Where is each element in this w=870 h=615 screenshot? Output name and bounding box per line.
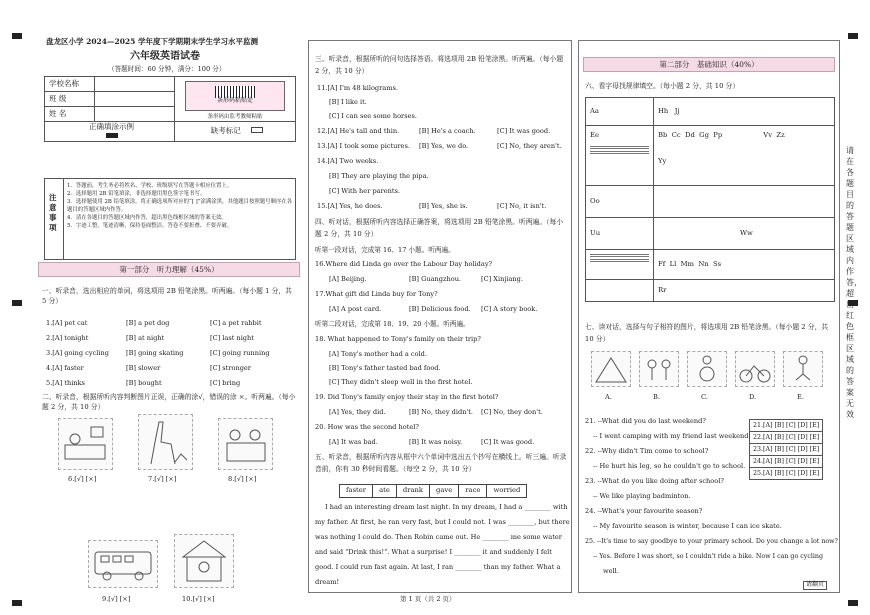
picture-d (735, 351, 775, 387)
option[interactable]: [C] I can see some horses. (329, 112, 417, 120)
school-field[interactable] (95, 77, 175, 92)
option[interactable]: 13.[A] I took some pictures. (317, 142, 410, 150)
letter: Ss (712, 259, 722, 268)
letter: Ww (654, 218, 835, 250)
alignment-mark (848, 600, 858, 606)
word: worried (487, 485, 527, 498)
picture-a (591, 351, 631, 387)
exam-title: 盘龙区小学 2024—2025 学年度下学期期末学生学习水平监测 (46, 37, 258, 46)
letter-cell: Uu (586, 218, 654, 250)
letter: Yy (658, 156, 667, 165)
option[interactable]: 1.[A] pet cat (46, 319, 88, 327)
picture-10 (174, 534, 234, 588)
giraffe-icon (141, 416, 191, 468)
alignment-mark (12, 33, 22, 39)
dialog-line: -- He hurt his leg, so he couldn't go to school. (593, 462, 746, 470)
letter-table (585, 97, 835, 302)
picture-label: B. (653, 393, 660, 401)
dialog-line: 24. --What's your favourite season? (585, 507, 703, 515)
option[interactable]: [B] bought (126, 379, 162, 387)
dialog2-instruction: 听第二段对话，完成第 18、19、20 小题。听两遍。 (315, 320, 470, 328)
word: race (459, 485, 487, 498)
answer-row-21[interactable]: 21.[A] [B] [C] [D] [E] (750, 420, 823, 432)
option[interactable]: [A] Beijing. (329, 275, 367, 283)
option[interactable]: [B] No, they didn't. (409, 408, 473, 416)
option[interactable]: [C] last night (210, 334, 254, 342)
option[interactable]: [C] Xinjiang. (481, 275, 523, 283)
picture-b (639, 351, 679, 387)
answer-row-23[interactable]: 23.[A] [B] [C] [D] [E] (750, 444, 823, 456)
class-field[interactable] (95, 92, 175, 107)
sec2-instruction: 二、听录音，根据所听内容判断图片正误，正确的涂√，错误的涂 ×。听两遍。（每小题 2 分，共 10 分） (42, 393, 296, 411)
letter: Ll (669, 259, 677, 268)
dialog-line: 23. --What do you like doing after school? (585, 477, 724, 485)
judge-option-9[interactable]: 9.[√] [×] (102, 595, 131, 603)
writing-line[interactable] (590, 254, 649, 257)
picture-9 (88, 540, 158, 588)
column-2 (308, 40, 572, 593)
wheelchair-icon (690, 354, 724, 384)
option[interactable]: [C] With her parents. (329, 187, 401, 195)
judge-option-8[interactable]: 8.[√] [×] (228, 475, 257, 483)
picture-c (687, 351, 727, 387)
answer-row-22[interactable]: 22.[A] [B] [C] [D] [E] (750, 432, 823, 444)
letter-cell: Oo (586, 186, 654, 218)
dialog-line: -- My favourite season is winter, because I can ice skate. (593, 522, 782, 530)
writing-line[interactable] (590, 151, 649, 154)
note-item: 2．选择题用 2B 铅笔填涂，非选择题用黑色签字笔书写。 (67, 191, 206, 197)
letter: Pp (713, 131, 723, 139)
notes-label: 注意事项 (49, 193, 57, 232)
letter: Vv (763, 131, 773, 139)
info-table (44, 76, 296, 142)
dialog-line: 22. --Why didn't Tim come to school? (585, 447, 709, 455)
fill-example-label: 正确填涂示例 (89, 121, 134, 131)
writing-line[interactable] (590, 259, 649, 262)
letter-cell: Ee (590, 131, 599, 139)
answer-row-24[interactable]: 24.[A] [B] [C] [D] [E] (750, 456, 823, 468)
option[interactable]: [B] slower (126, 364, 161, 372)
option[interactable]: [C] No, they don't. (481, 408, 543, 416)
bicycle-icon (738, 354, 772, 384)
dialog-line: 21. --What did you do last weekend? (585, 417, 706, 425)
letter: Bb (658, 131, 668, 139)
question-16: 16.Where did Linda go over the Labour Day holiday? (315, 260, 493, 268)
dialog-line: -- Yes. Before I was short, so I couldn't ride a bike. Now I can go cycling (593, 553, 823, 560)
note-item: 4．请在各题目的答题区域内作答，超出黑色线框区域的答案无效。 (67, 215, 227, 221)
page-number: 第 1 页（共 2 页） (400, 595, 456, 603)
part2-title: 第二部分 基础知识（40%） (583, 57, 835, 72)
dialog-line: well. (603, 567, 619, 575)
alignment-mark (848, 33, 858, 39)
fill-example-mark (106, 133, 118, 138)
side-warning: 请在各题目的答题区域内作答，超出红色框区域的答案无效 (846, 146, 862, 419)
picture-e (783, 351, 823, 387)
option[interactable]: [C] They didn't sleep well in the first hotel. (329, 378, 473, 386)
option[interactable]: 5.[A] thinks (46, 379, 85, 387)
picture-label: C. (701, 393, 708, 401)
badminton-icon (642, 354, 676, 384)
notes-divider (63, 179, 64, 259)
picture-label: E. (797, 393, 804, 401)
answer-row-25[interactable]: 25.[A] [B] [C] [D] [E] (750, 468, 823, 480)
option[interactable]: [B] Yes, she is. (419, 202, 468, 210)
barcode-note: 条形码由监考教师粘贴 (207, 113, 263, 120)
letter: Ff (658, 259, 666, 268)
letter: Jj (674, 106, 680, 115)
school-label: 学校名称 (45, 77, 95, 92)
notes-list (67, 182, 293, 230)
option[interactable]: [B] Delicious food. (409, 305, 471, 313)
option[interactable]: [A] It was bad. (329, 438, 378, 446)
option[interactable]: 12.[A] He's tall and thin. (317, 127, 400, 135)
notes-box (44, 178, 296, 260)
sec4-instruction: 四、听对话，根据所听内容选择正确答案，将选项用 2B 铅笔涂黑。听两遍。（每小题 2 分，共 10 分） (315, 218, 564, 238)
sec5-instruction: 五、听录音，根据所听内容从框中六个单词中选出五个抄写在横线上。听三遍。听录音前，你有 30 秒时间看题。（每空 2 分，共 10 分） (315, 453, 567, 473)
question-20: 20. How was the second hotel? (315, 423, 419, 431)
option[interactable]: [C] going running (210, 349, 270, 357)
option[interactable]: [B] at night (126, 334, 165, 342)
passage-line: dream! (315, 578, 340, 586)
option[interactable]: [B] They are playing the pipa. (329, 172, 429, 180)
word: ate (373, 485, 397, 498)
option[interactable]: [A] A post card. (329, 305, 382, 313)
absent-checkbox[interactable] (251, 127, 263, 133)
sec7-instruction: 七、读对话，选择与句子相符的图片，将选项用 2B 铅笔涂黑。（每小题 2 分，共 10 分） (585, 323, 829, 343)
boy-school-icon (177, 537, 231, 585)
absent-label: 缺考标记 (210, 126, 241, 136)
word-box (339, 484, 527, 498)
option[interactable]: [B] Guangzhou. (409, 275, 462, 283)
option[interactable]: 2.[A] tonight (46, 334, 89, 342)
sec6-instruction: 六、看字母找规律填空。（每小题 2 分，共 10 分） (585, 82, 740, 90)
name-label: 姓 名 (45, 107, 95, 122)
question-17: 17.What gift did Linda buy for Tony? (315, 290, 438, 298)
option[interactable]: [C] bring (210, 379, 241, 387)
option[interactable]: 15.[A] Yes, he does. (317, 202, 383, 210)
note-item: 5．字迹工整，笔迹清晰，保持卷面整洁，答卷不要折叠、不要弄破。 (67, 223, 233, 229)
option[interactable]: 4.[A] faster (46, 364, 84, 372)
column-3 (578, 40, 840, 593)
part1-title: 第一部分 听力理解（45%） (38, 262, 300, 277)
barcode-label: 条形码粘贴处 (216, 97, 253, 105)
tent-icon (594, 354, 628, 384)
judge-option-6[interactable]: 6.[√] [×] (68, 475, 97, 483)
picture-label: A. (605, 393, 612, 401)
dialog-line: -- I went camping with my friend last weekend. (593, 432, 751, 440)
letter: Gg (699, 131, 709, 139)
letter: Dd (685, 131, 695, 139)
sec3-instruction: 三、听录音，根据所听的问句选择答语。将选项用 2B 铅笔涂黑。听两遍。（每小题 2 分，共 10 分） (315, 55, 564, 75)
subject-title: 六年级英语试卷 (130, 51, 200, 62)
option[interactable]: [B] Tony's father tasted bad food. (329, 364, 441, 372)
option[interactable]: [B] going skating (126, 349, 184, 357)
passage-line: my father. At first, he ran very fast, but I could not. I was ________, but there (315, 518, 570, 526)
option[interactable]: [C] A story book. (481, 305, 538, 313)
letter: Mm (680, 259, 694, 268)
option[interactable]: [C] It was good. (481, 438, 535, 446)
option[interactable]: [B] He's a coach. (419, 127, 476, 135)
passage-line: was nothing I could do. Then Robin came out. He ________ me some water (315, 533, 562, 541)
option[interactable]: 14.[A] Two weeks. (317, 157, 379, 165)
bed-bedroom-icon (61, 421, 111, 467)
judge-option-10[interactable]: 10.[√] [×] (182, 595, 215, 603)
bus-icon (91, 544, 155, 584)
passage-line: good. I could run fast again. At last, I ran ________ than my father. What a (315, 563, 561, 571)
ice-skating-icon (786, 354, 820, 384)
class-label: 班 级 (45, 92, 95, 107)
option[interactable]: [C] No, they aren't. (497, 142, 562, 150)
barcode-area (185, 81, 285, 111)
dialog-line: -- We like playing badminton. (593, 492, 691, 500)
name-field[interactable] (95, 107, 175, 122)
option[interactable]: [B] I like it. (329, 98, 367, 106)
word: gave (430, 485, 459, 498)
writing-line[interactable] (590, 146, 649, 149)
judge-option-7[interactable]: 7.[√] [×] (148, 475, 177, 483)
option[interactable]: [B] a pet dog (126, 319, 170, 327)
exam-info: （答题时间：60 分钟，满分：100 分） (108, 65, 226, 73)
doctor-patient-icon (221, 421, 271, 467)
note-item: 3．选择题使用 2B 铅笔填涂，将正确选项所对应的“[ ]”涂满涂黑，其他题目按照题号顺序在各题目的答题区域内作答。 (67, 199, 293, 213)
option[interactable]: [B] Yes, we do. (419, 142, 469, 150)
option[interactable]: [C] No, it isn't. (497, 202, 547, 210)
dialog-line: 25. --It's time to say goodbye to your primary school. Do you change a lot now? (585, 538, 838, 545)
option[interactable]: 3.[A] going cycling (46, 349, 109, 357)
picture-8 (218, 418, 273, 470)
option[interactable]: [C] It was good. (497, 127, 551, 135)
option[interactable]: [B] It was noisy. (409, 438, 463, 446)
letter: Cc (671, 131, 681, 139)
picture-7 (138, 414, 193, 470)
sec1-instruction: 一、听录音，选出相应的单词，将选项用 2B 铅笔涂黑。听两遍。（每小题 1 分，共 5 分） (42, 287, 292, 305)
letter: Rr (654, 280, 835, 302)
picture-6 (58, 418, 113, 470)
option[interactable]: [A] Yes, they did. (329, 408, 386, 416)
letter-cell: Aa (586, 98, 654, 126)
word: faster (340, 485, 373, 498)
word: drank (396, 485, 429, 498)
question-19: 19. Did Tony's family enjoy their stay in the first hotel? (315, 393, 499, 401)
column-1 (38, 37, 300, 603)
option[interactable]: 11.[A] I'm 48 kilograms. (317, 84, 398, 92)
turn-page-label: 请翻页 (803, 581, 827, 590)
alignment-mark (12, 300, 22, 306)
passage-line: I had an interesting dream last night. In my dream, I had a ________ with (325, 503, 568, 511)
question-18: 18. What happened to Tony's family on their trip? (315, 335, 481, 343)
alignment-mark (12, 600, 22, 606)
option[interactable]: [A] Tony's mother had a cold. (329, 350, 428, 358)
letter: Hh (658, 106, 669, 115)
letter: Nn (698, 259, 709, 268)
passage-line: and said "Drink this!". What a surprise! I ________ it and suddenly I felt (315, 548, 552, 556)
picture-label: D. (749, 393, 757, 401)
option[interactable]: [C] a pet rabbit (210, 319, 262, 327)
note-item: 1．答题前，考生务必将姓名、学校、班级填写在答题卡相应位置上。 (67, 183, 233, 189)
dialog1-instruction: 听第一段对话，完成第 16、17 小题。听两遍。 (315, 246, 455, 254)
option[interactable]: [C] stronger (210, 364, 251, 372)
letter: Zz (776, 131, 785, 139)
answer-table (749, 419, 823, 480)
